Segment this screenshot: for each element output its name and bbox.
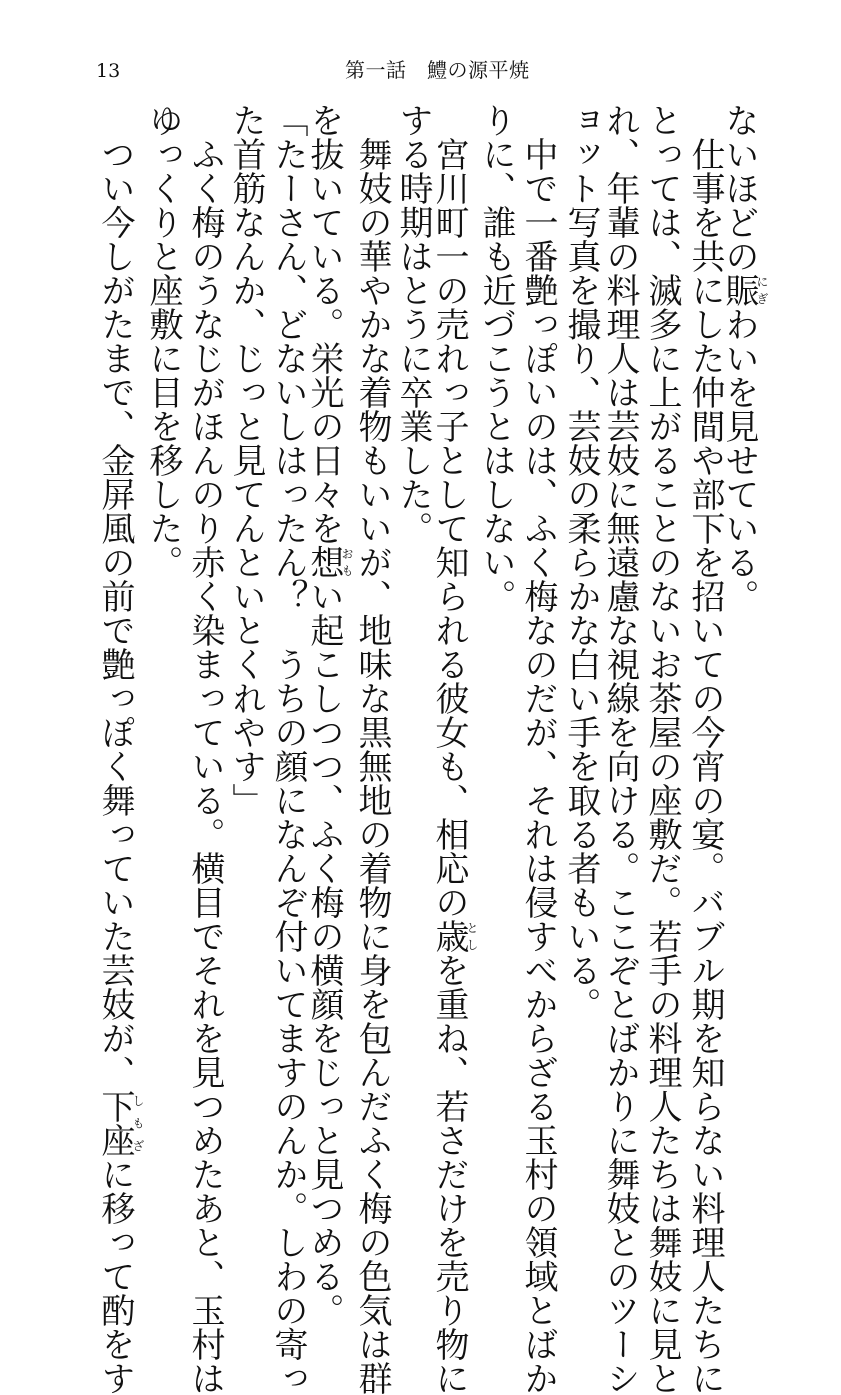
text-run: を抜いている。栄光の日々を (304, 103, 344, 545)
ruby-reading: しもざ (131, 1089, 145, 1157)
text-line-13 (223, 103, 269, 1113)
text-run: 舞妓の華やかな着物もいいが、地味な黒無地の着物に身を包んだふく梅の色気は群 (352, 103, 392, 1395)
page-number: 13 (96, 60, 121, 82)
text-run: 宮川町一の売れっ子として知られる彼女も、相応の (429, 103, 469, 919)
ruby-base: 想 (304, 545, 344, 579)
text-run: とっては、滅多に上がることのないお茶屋の座敷だ。若手の料理人たちは舞妓に見と (642, 103, 682, 1395)
text-line-6 (515, 103, 561, 1395)
text-run: ないほどの (719, 103, 759, 273)
text-line-5 (558, 103, 604, 1113)
text-line-9 (390, 103, 436, 1113)
text-line-14 (182, 103, 228, 1395)
ruby-reading: とし (465, 919, 479, 953)
ruby-base: 歳 (429, 919, 469, 953)
ruby-word (95, 1089, 145, 1157)
text-run: た首筋なんか、じっと見てんといとくれやす」 (226, 103, 266, 817)
text-line-2 (682, 103, 728, 1395)
text-line-12 (265, 103, 311, 1395)
text-run: 「たーさん、どないしはったん？ うちの顔になんぞ付いてますのんか。しわの寄っ (268, 103, 308, 1395)
text-line-10 (349, 103, 395, 1395)
ruby-base: 賑 (719, 273, 759, 307)
text-line-8 (429, 103, 479, 1395)
text-run: 中で一番艶っぽいのは、ふく梅なのだが、それは侵すべからざる玉村の領域とばか (518, 103, 558, 1395)
text-line-16 (95, 103, 145, 1395)
text-run: つい今しがたまで、金屏風の前で艶っぽく舞っていた芸妓が、 (95, 103, 135, 1089)
ruby-base: 下座 (95, 1089, 135, 1157)
text-run: を重ね、若さだけを売り物に (429, 953, 469, 1395)
text-run: に移って酌をす (95, 1157, 135, 1395)
text-run: い起こしつつ、ふく梅の横顔をじっと見つめる。 (304, 579, 344, 1327)
text-line-7 (473, 103, 519, 1113)
text-run: りに、誰も近づこうとはしない。 (476, 103, 516, 613)
ruby-reading: おも (340, 545, 354, 579)
ruby-reading: にぎ (755, 273, 769, 307)
text-line-15 (140, 103, 186, 1113)
text-run: ゆっくりと座敷に目を移した。 (143, 103, 183, 579)
text-run: れ、年輩の料理人は芸妓に無遠慮な視線を向ける。ここぞとばかりに舞妓とのツーシ (600, 103, 640, 1395)
text-run: わいを見せている。 (719, 307, 759, 613)
text-line-3 (639, 103, 685, 1395)
text-run: ョット写真を撮り、芸妓の柔らかな白い手を取る者もいる。 (561, 103, 601, 1021)
text-run: 仕事を共にした仲間や部下を招いての今宵の宴。バブル期を知らない料理人たちに (685, 103, 725, 1395)
text-run: ふく梅のうなじがほんのり赤く染まっている。横目でそれを見つめたあと、玉村は (185, 103, 225, 1395)
chapter-title-header: 第一話 鱧の源平焼 (345, 58, 530, 82)
text-run: する時期はとうに卒業した。 (393, 103, 433, 545)
text-line-1 (719, 103, 769, 1113)
text-line-11 (304, 103, 354, 1327)
